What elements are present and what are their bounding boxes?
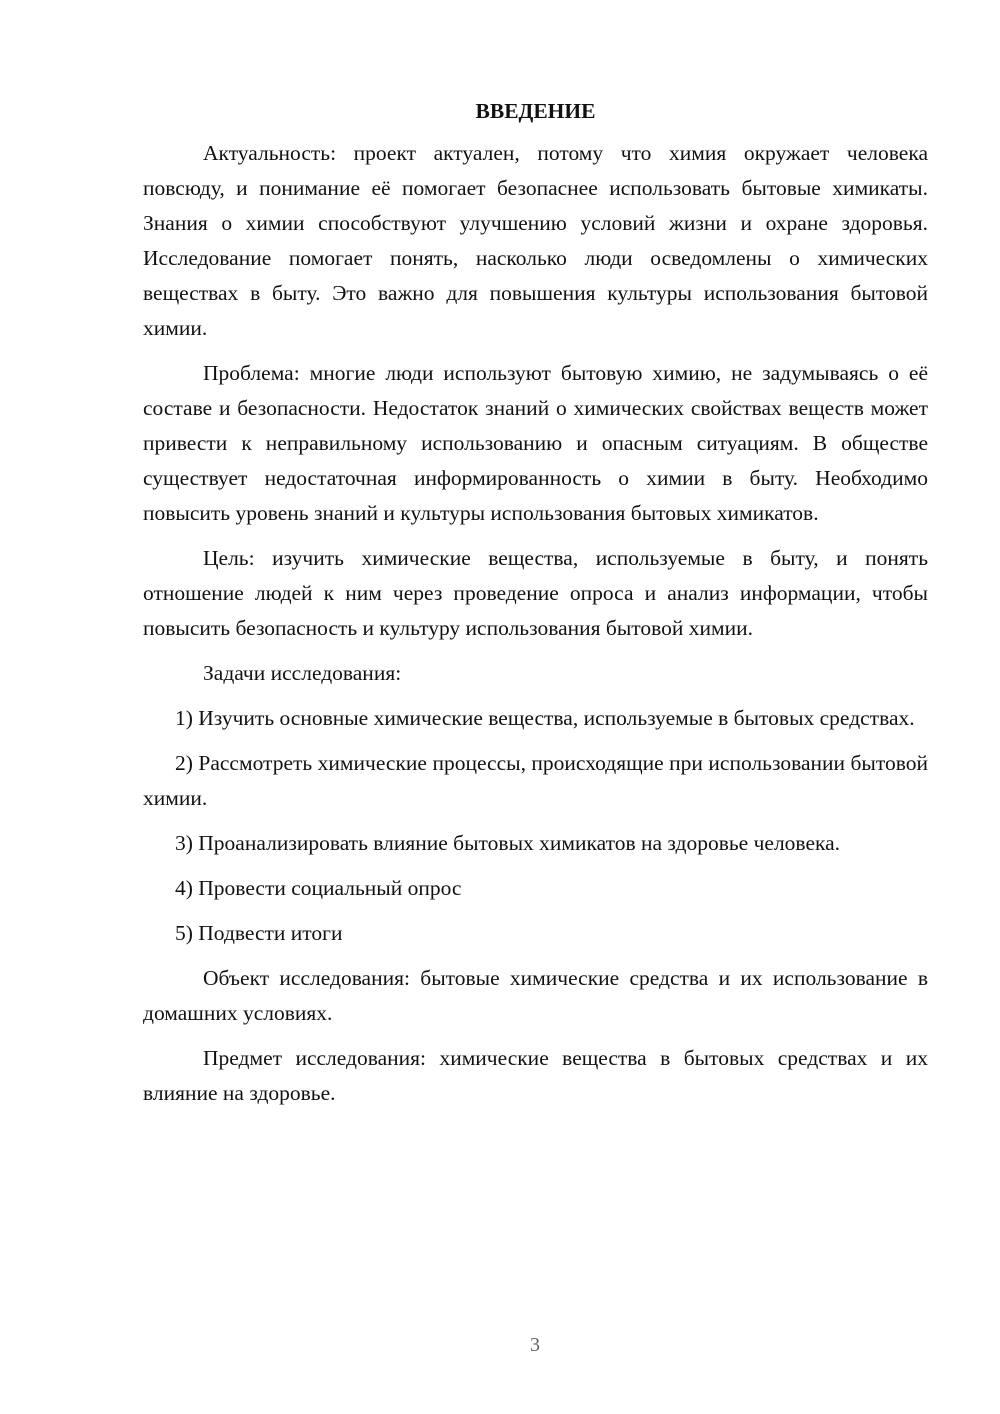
page-content [143,96,928,1121]
relevance-paragraph: Актуальность: проект актуален, потому что химия окружает человека повсюду, и понимание её помогает безопаснее использовать бытовые химикаты. Знания о химии способствуют улучшению условий жизни и охране здоровья. Исследование помогает понять, насколько люди осведомлены о химических веществах в быту. Это важно для повышения культуры использования бытовой химии. [143,141,928,340]
page-title: ВВЕДЕНИЕ [475,99,596,123]
tasks-heading: Задачи исследования: [203,661,402,685]
object-paragraph: Объект исследования: бытовые химические средства и их использование в домашних условиях. [143,966,928,1025]
goal-paragraph: Цель: изучить химические вещества, используемые в быту, и понять отношение людей к ним через проведение опроса и анализ информации, чтобы повысить безопасность и культуру использования бытовой химии. [143,546,928,640]
task-item-4: 4) Провести социальный опрос [175,876,462,900]
problem-paragraph: Проблема: многие люди используют бытовую химию, не задумываясь о её составе и безопасности. Недостаток знаний о химических свойствах веществ может привести к неправильному использованию и опасным ситуациям. В обществе существует недостаточная информированность о химии в быту. Необходимо повысить уровень знаний и культуры использования бытовых химикатов. [143,361,928,525]
task-item-1: 1) Изучить основные химические вещества, используемые в бытовых средствах. [175,706,915,730]
page-number: 3 [530,1334,540,1356]
task-item-2: 2) Рассмотреть химические процессы, происходящие при использовании бытовой химии. [143,751,928,810]
task-item-3: 3) Проанализировать влияние бытовых химикатов на здоровье человека. [175,831,841,855]
task-item-5: 5) Подвести итоги [175,921,343,945]
subject-paragraph: Предмет исследования: химические вещества в бытовых средствах и их влияние на здоровье. [143,1046,928,1105]
